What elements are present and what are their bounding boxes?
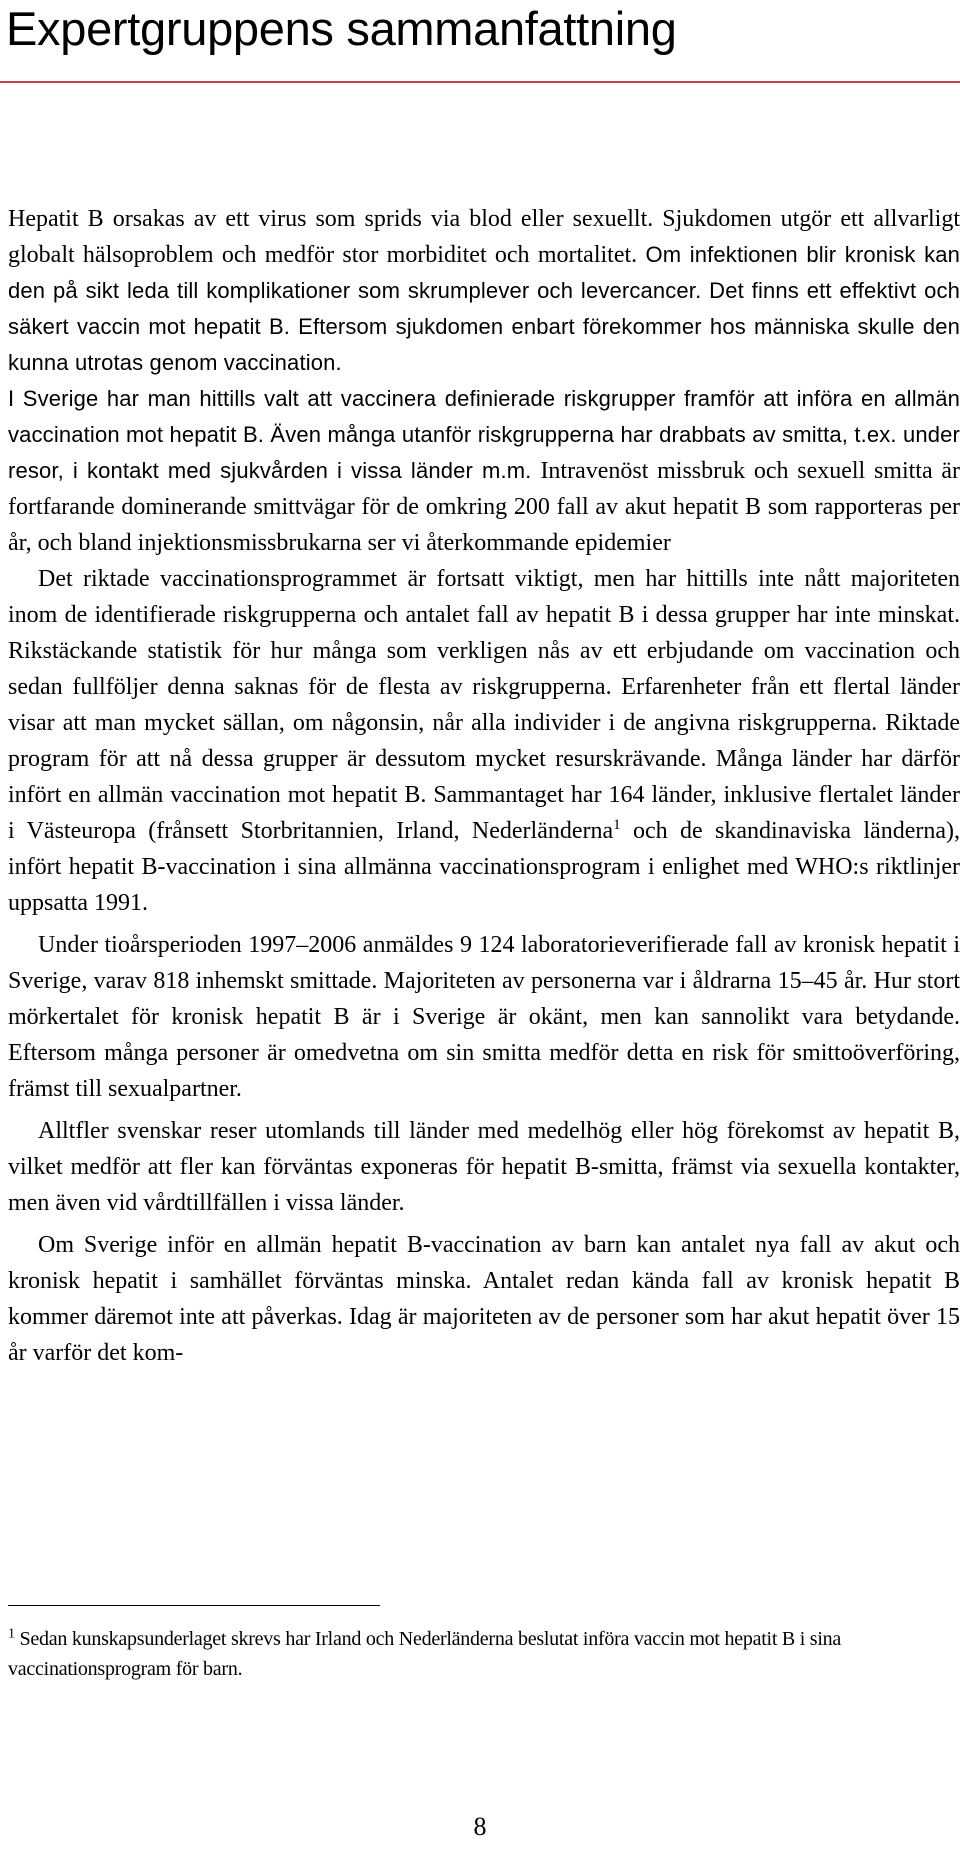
title-underline bbox=[0, 81, 960, 83]
page-title: Expertgruppens sammanfattning bbox=[6, 2, 677, 55]
body-text bbox=[8, 201, 960, 1371]
paragraph-1-part-b: Om infektionen blir kronisk kan den på sikt leda till komplikationer som skrumplever och levercancer. Det finns ett effektivt och säkert vaccin mot hepatit B. Eftersom sjukdomen enbart förekommer hos människa skulle den kunna utrotas genom vaccination. bbox=[8, 242, 960, 375]
paragraph-5: Alltfler svenskar reser utomlands till länder med medelhög eller hög förekomst av hepatit B, vilket medför att fler kan förväntas exponeras för hepatit B-smitta, främst via sexuella kontakter, men även vid vårdtillfällen i vissa länder. bbox=[8, 1118, 960, 1216]
paragraph-1-part-a: Hepatit B orsakas av ett virus som sprids via blod eller sexuellt. Sjukdomen utgör ett allvarligt globalt hälsoproblem och medför stor morbiditet och mortalitet. bbox=[8, 206, 960, 268]
paragraph-3-part-b: och de skandinaviska länderna), infört hepatit B-vaccination i sina allmänna vaccinationsprogram i enlighet med WHO:s riktlinjer uppsatta 1991. bbox=[8, 818, 960, 916]
footnote-number: 1 bbox=[8, 1626, 15, 1642]
paragraph-3-part-a: Det riktade vaccinationsprogrammet är fortsatt viktigt, men har hittills inte nått majoriteten inom de identifierade riskgrupperna och antalet fall av hepatit B i dessa grupper har inte minskat. Rikstäckande statistik för hur många som verkligen nås av ett erbjudande om vaccination och sedan fullföljer denna saknas för de flesta av riskgrupperna. Erfarenheter från ett flertal länder visar att man mycket sällan, om någonsin, når alla individer i de angivna riskgrupperna. Riktade program för att nå dessa grupper är dessutom mycket resurskrävande. Många länder har därför infört en allmän vaccination mot hepatit B. Sammantaget har 164 länder, inklusive flertalet länder i Västeuropa (frånsett Storbritannien, Irland, Nederländerna bbox=[8, 566, 960, 844]
paragraph-2-part-b: Intravenöst missbruk och sexuell smitta är fortfarande dominerande smittvägar för de omkring 200 fall av akut hepatit B som rapporteras per år, och bland injektionsmissbrukarna ser vi återkommande epidemier bbox=[8, 458, 960, 556]
footnote-reference: 1 bbox=[613, 817, 621, 833]
page-number: 8 bbox=[473, 1812, 487, 1841]
footnote-separator bbox=[8, 1605, 380, 1606]
paragraph-2-part-a: I Sverige har man hittills valt att vaccinera definierade riskgrupper framför att införa en allmän vaccination mot hepatit B. Även många utanför riskgrupperna har drabbats av smitta, t.ex. under resor, i kontakt med sjukvården i vissa länder m.m. bbox=[8, 386, 960, 483]
paragraph-4: Under tioårsperioden 1997–2006 anmäldes 9 124 laboratorieverifierade fall av kronisk hepatit i Sverige, varav 818 inhemskt smittade. Majoriteten av personerna var i åldrarna 15–45 år. Hur stort mörkertalet för kronisk hepatit B är i Sverige är okänt, men kan sannolikt vara betydande. Eftersom många personer är omedvetna om sin smitta medför detta en risk för smittoöverföring, främst till sexualpartner. bbox=[8, 932, 960, 1102]
paragraph-1 bbox=[8, 201, 960, 381]
paragraph-3 bbox=[8, 561, 960, 921]
footnote bbox=[8, 1624, 960, 1684]
footnote-text: Sedan kunskapsunderlaget skrevs har Irland och Nederländerna beslutat införa vaccin mot hepatit B i sina vaccinationsprogram för barn. bbox=[8, 1628, 841, 1680]
paragraph-2 bbox=[8, 381, 960, 561]
paragraph-6: Om Sverige inför en allmän hepatit B-vaccination av barn kan antalet nya fall av akut och kronisk hepatit i samhället förväntas minska. Antalet redan kända fall av kronisk hepatit B kommer däremot inte att påverkas. Idag är majoriteten av de personer som har akut hepatit över 15 år varför det kom- bbox=[8, 1232, 960, 1366]
